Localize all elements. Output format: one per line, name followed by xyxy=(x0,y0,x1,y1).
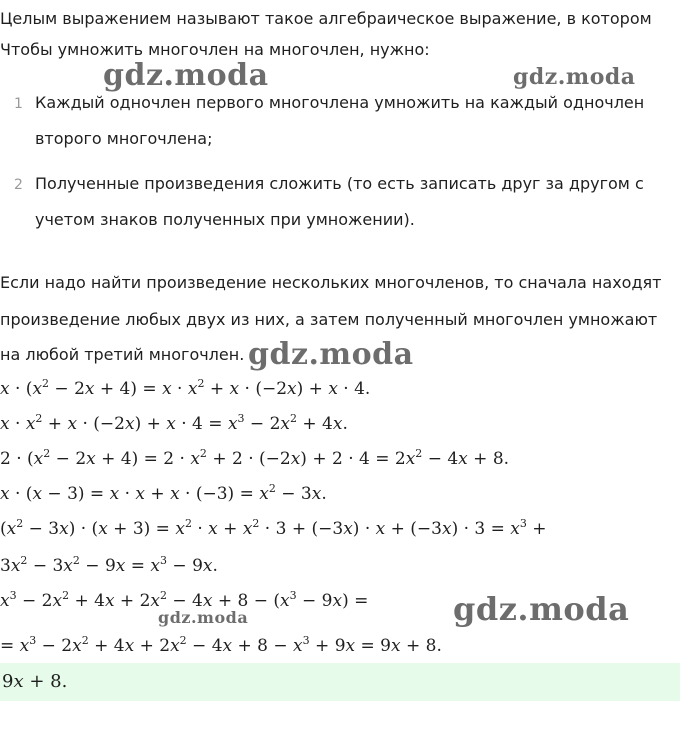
equation-8: = $x^3 - 2x^2 + 4x + 2x^2 - 4x + 8 - x^3 + 9x = 9x + 8$. xyxy=(0,634,442,656)
text-line-whole-expression: Целым выражением называют такое алгебраическое выражение, в котором xyxy=(0,9,652,28)
watermark-logo: gdz.moda xyxy=(453,590,630,628)
list-number: 1 xyxy=(14,96,23,112)
paragraph-line: произведение любых двух из них, а затем полученный многочлен умножают xyxy=(0,310,658,329)
list-item-text: Полученные произведения сложить (то есть записать друг за другом с xyxy=(35,174,644,193)
watermark-logo: gdz.moda xyxy=(158,608,249,627)
list-number: 2 xyxy=(14,177,23,193)
watermark-logo: gdz.moda xyxy=(513,64,636,90)
answer-highlight xyxy=(0,663,680,701)
watermark-logo: gdz.moda xyxy=(103,58,269,93)
list-item-text: Каждый одночлен первого многочлена умножить на каждый одночлен xyxy=(35,93,645,112)
paragraph-line: на любой третий многочлен. xyxy=(0,345,245,364)
equation-2: $x \cdot x^2 + x \cdot (-2x) + x \cdot 4 = x^3 - 2x^2 + 4x$. xyxy=(0,412,348,434)
text-line-intro: Чтобы умножить многочлен на многочлен, нужно: xyxy=(0,40,430,59)
list-item-text: второго многочлена; xyxy=(35,129,213,148)
equation-3: $2 \cdot (x^2 - 2x + 4) = 2 \cdot x^2 + 2 \cdot (-2x) + 2 \cdot 4 = 2x^2 - 4x + 8$. xyxy=(0,447,510,469)
paragraph-line: Если надо найти произведение нескольких многочленов, то сначала находят xyxy=(0,273,662,292)
equation-6: $3x^2 - 3x^2 - 9x = x^3 - 9x$. xyxy=(0,554,218,576)
answer-value: 9x + 8. xyxy=(2,671,68,692)
equation-1: $x \cdot (x^2 - 2x + 4) = x \cdot x^2 + x \cdot (-2x) + x \cdot 4$. xyxy=(0,377,371,399)
equation-7: $x^3 - 2x^2 + 4x + 2x^2 - 4x + 8 - (x^3 - 9x)$ = xyxy=(0,589,369,611)
watermark-logo: gdz.moda xyxy=(248,337,414,372)
equation-5: $(x^2 - 3x) \cdot (x + 3) = x^2 \cdot x + x^2 \cdot 3 + (-3x) \cdot x + (-3x) \cdot 3 = x^3$ + xyxy=(0,517,547,539)
list-item-text: учетом знаков полученных при умножении). xyxy=(35,210,415,229)
equation-4: $x \cdot (x - 3) = x \cdot x + x \cdot (-3) = x^2 - 3x$. xyxy=(0,482,327,504)
